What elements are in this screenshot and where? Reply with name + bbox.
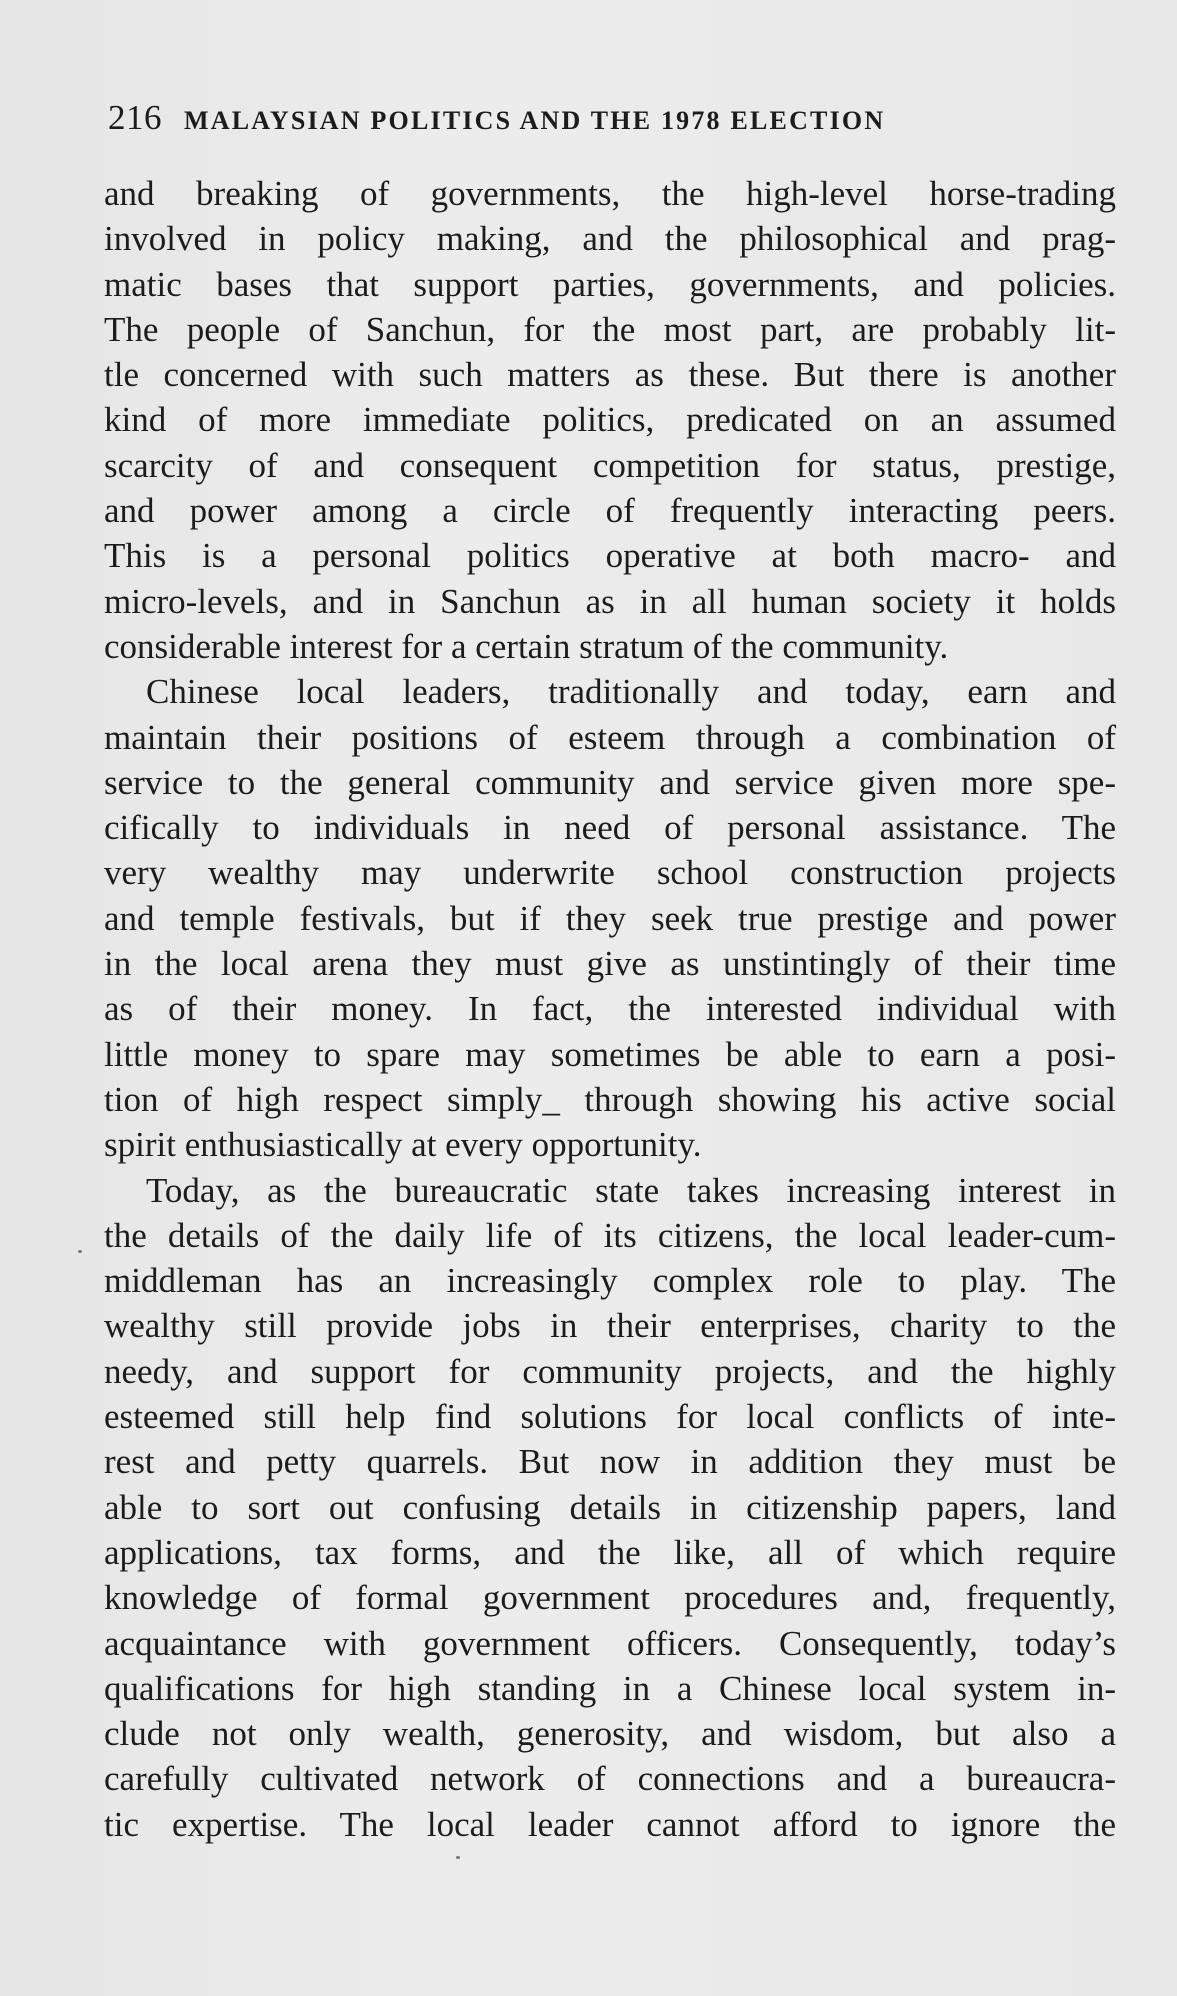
text-line: tic expertise. The local leader cannot afford to ignore the <box>104 1804 1116 1844</box>
text-line: and temple festivals, but if they seek true prestige and power <box>104 898 1116 938</box>
text-line: knowledge of formal government procedures and, frequently, <box>104 1578 1116 1618</box>
body-text <box>104 171 1116 1847</box>
text-line: tle concerned with such matters as these. But there is another <box>104 355 1116 395</box>
text-line: as of their money. In fact, the interested individual with <box>104 989 1116 1029</box>
text-line: esteemed still help find solutions for local conflicts of inte- <box>104 1397 1116 1437</box>
running-head <box>108 98 1108 148</box>
ink-speck <box>78 1250 82 1253</box>
text-line: very wealthy may underwrite school construction projects <box>104 853 1116 893</box>
text-line: able to sort out confusing details in citizenship papers, land <box>104 1487 1116 1527</box>
text-line: little money to spare may sometimes be able to earn a posi- <box>104 1034 1116 1074</box>
text-line: applications, tax forms, and the like, all of which require <box>104 1532 1116 1572</box>
text-line: micro-levels, and in Sanchun as in all human society it holds <box>104 581 1116 621</box>
text-line: the details of the daily life of its citizens, the local leader-cum- <box>104 1215 1116 1255</box>
running-title: MALAYSIAN POLITICS AND THE 1978 ELECTION <box>184 106 886 135</box>
text-line: clude not only wealth, generosity, and wisdom, but also a <box>104 1714 1116 1754</box>
text-line: carefully cultivated network of connections and a bureaucra- <box>104 1759 1116 1799</box>
text-line: rest and petty quarrels. But now in addition they must be <box>104 1442 1116 1482</box>
text-line: Chinese local leaders, traditionally and today, earn and <box>146 672 1116 712</box>
text-line: scarcity of and consequent competition for status, prestige, <box>104 445 1116 485</box>
page-number: 216 <box>108 98 162 137</box>
text-line: tion of high respect simply_ through showing his active social <box>104 1079 1116 1119</box>
text-line: kind of more immediate politics, predicated on an assumed <box>104 400 1116 440</box>
text-line: involved in policy making, and the philosophical and prag- <box>104 219 1116 259</box>
text-line: and breaking of governments, the high-level horse-trading <box>104 174 1116 213</box>
paragraph-2 <box>104 669 1116 1167</box>
text-line: in the local arena they must give as unstintingly of their time <box>104 944 1116 984</box>
paragraph-1 <box>104 171 1116 669</box>
paragraph-3 <box>104 1168 1116 1847</box>
text-line: needy, and support for community projects, and the highly <box>104 1351 1116 1391</box>
text-line: wealthy still provide jobs in their enterprises, charity to the <box>104 1306 1116 1346</box>
text-line: and power among a circle of frequently interacting peers. <box>104 491 1116 531</box>
text-line: cifically to individuals in need of personal assistance. The <box>104 808 1116 848</box>
text-line: spirit enthusiastically at every opportunity. <box>104 1125 702 1165</box>
text-line: Today, as the bureaucratic state takes increasing interest in <box>146 1170 1116 1210</box>
text-line: acquaintance with government officers. Consequently, today’s <box>104 1623 1116 1663</box>
text-line: middleman has an increasingly complex role to play. The <box>104 1261 1116 1301</box>
text-line: This is a personal politics operative at both macro- and <box>104 536 1116 576</box>
text-line: The people of Sanchun, for the most part, are probably lit- <box>104 309 1116 349</box>
text-line: service to the general community and service given more spe- <box>104 762 1116 802</box>
ink-speck <box>456 1856 460 1859</box>
text-line: qualifications for high standing in a Chinese local system in- <box>104 1668 1116 1708</box>
text-line: considerable interest for a certain stratum of the community. <box>104 626 949 666</box>
text-line: matic bases that support parties, governments, and policies. <box>104 264 1116 304</box>
text-line: maintain their positions of esteem through a combination of <box>104 717 1116 757</box>
